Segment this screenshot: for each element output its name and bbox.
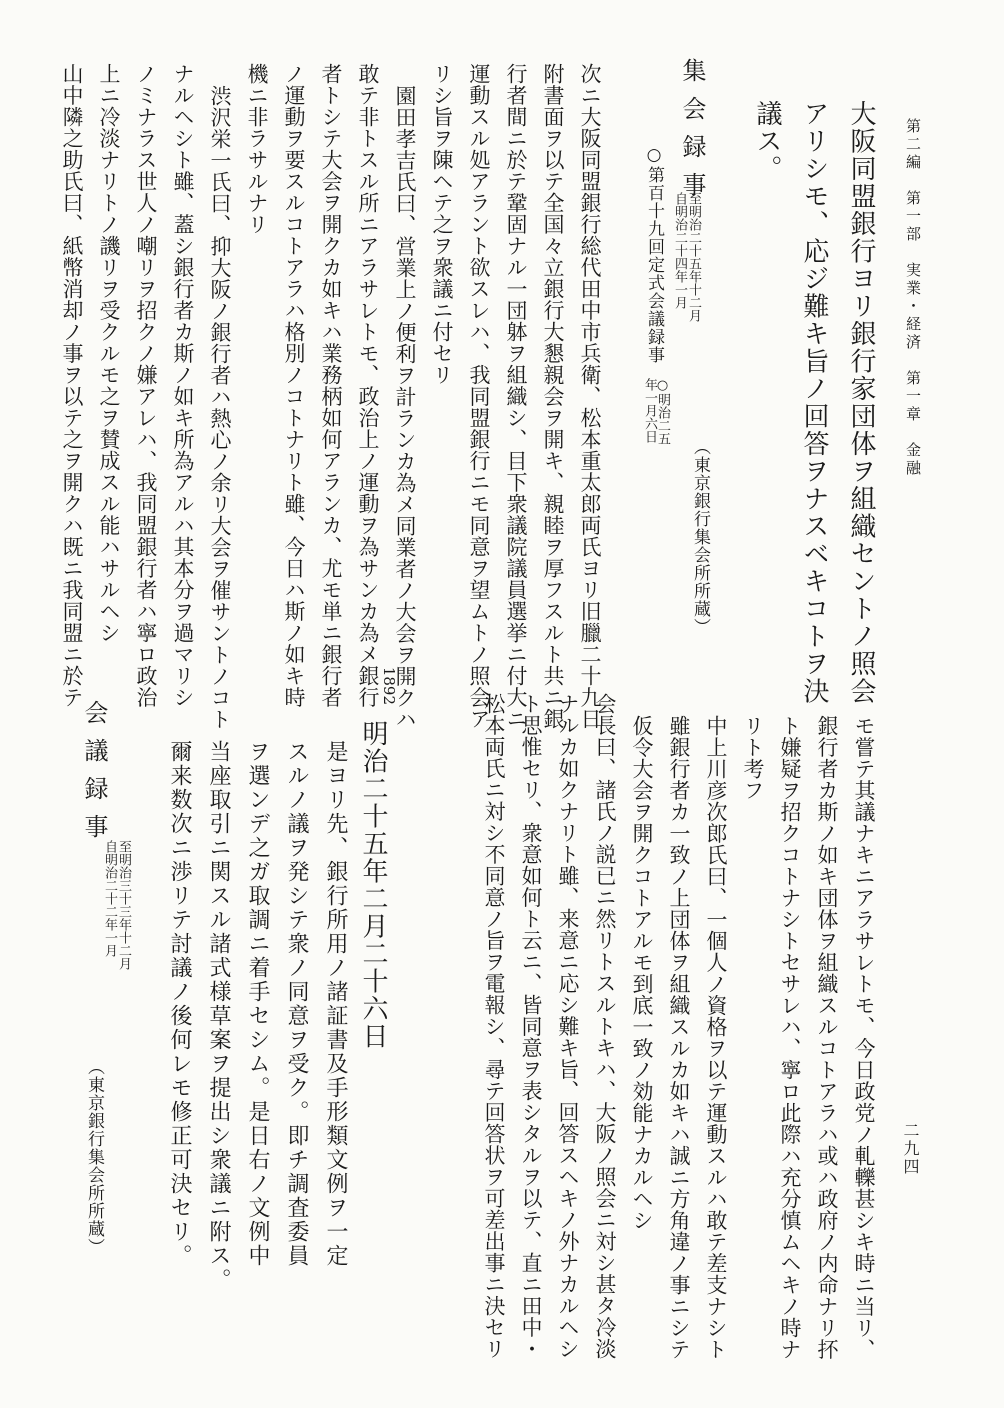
article-title-line-2: アリシモ、応ジ難キ旨ノ回答ヲナスベキコトヲ決 [799,100,829,705]
body-line: ノ運動ヲ要スルコトアラハ格別ノコトナリト雖、今日ハ斯ノ如キ時 [282,63,306,708]
continuation-line: 中上川彦次郎氏曰、一個人ノ資格ヲ以テ運動スルハ敢テ差支ナシト [704,715,728,1360]
body-line: 山中隣之助氏曰、紙幣消却ノ事ヲ以テ之ヲ開クハ既ニ我同盟ニ於テ [60,63,84,708]
body-line: 運動スル処アラント欲スレハ、我同盟銀行ニモ同意ヲ望ムトノ照会ア [467,63,491,730]
meeting-date-line-2: 年一月六日 [642,378,657,443]
body-line: ノミナラス世人ノ嘲リヲ招クノ嫌アレハ、我同盟銀行者ハ寧ロ政治 [134,63,158,708]
body-line: 次ニ大阪同盟銀行総代田中市兵衛、松本重太郎両氏ヨリ旧臘二十九日 [578,63,602,730]
article-title-line-3: 議ス。 [752,100,782,183]
meeting-date-line-1: ○明治二五 [655,378,670,445]
source-note: （東京銀行集会所所蔵） [690,438,710,636]
running-head: 第二編 第一部 実業・経済 第一章 金融 [904,118,922,478]
date-range-start: 自明治二十二年一月 [102,840,117,957]
section-heading-kaigi: 会議録事 [80,700,108,852]
body-line: 者トシテ大会ヲ開クカ如キハ業務柄如何アランカ、尤モ単ニ銀行者 [319,63,343,708]
body-line: 機ニ非ラサルナリ [245,63,269,235]
date-range-end: 至明治三十三年十二月 [116,840,131,970]
continuation-line: ト嫌疑ヲ招クコトナシトセサレハ、寧ロ此際ハ充分慎ムヘキノ時ナ [778,715,802,1360]
continuation-line: 会長曰、諸氏ノ説已ニ然リトスルトキハ、大阪ノ照会ニ対シ甚タ冷淡 [593,693,617,1360]
body-line: 園田孝吉氏曰、営業上ノ便利ヲ計ランカ為メ同業者ノ大会ヲ開クハ [393,85,417,730]
continuation-line: 仮令大会ヲ開クコトアルモ到底一致ノ効能ナカルヘシ [630,715,654,1231]
continuation-line: ト思惟セリ、衆意如何ト云ニ、皆同意ヲ表シタルヲ以テ、直ニ田中・ [519,693,543,1360]
date-range-end: 至明治二十五年十二月 [686,192,701,322]
article-title-line: スルノ議ヲ発シテ衆ノ同意ヲ受ク。即チ調査委員 [284,740,309,1268]
continuation-line: 雖銀行者カ一致ノ上団体ヲ組織スルカ如キハ誠ニ方角違ノ事ニシテ [667,715,691,1360]
meeting-title: ○第百十九回定式会議録事 [644,145,664,364]
article-title-line-1: 大阪同盟銀行ヨリ銀行家団体ヲ組織セントノ照会 [846,100,876,705]
article-title-line: 爾来数次ニ渉リテ討議ノ後何レモ修正可決セリ。 [167,740,192,1268]
date-heading: 明治二十五年二月二十六日 [358,720,388,1050]
continuation-line: ナルカ如クナリト雖、来意ニ応シ難キ旨、回答スヘキノ外ナカルヘシ [556,693,580,1360]
body-line: ナルヘシト雖、蓋シ銀行者カ斯ノ如キ所為アルハ其本分ヲ過マリシ [171,63,195,708]
date-range-start: 自明治二十四年一月 [672,192,687,309]
body-line: 行者間ニ於テ鞏固ナル一団躰ヲ組織シ、目下衆議院議員選挙ニ付大ニ [504,63,528,730]
body-line: 渋沢栄一氏曰、抑大阪ノ銀行者ハ熱心ノ余リ大会ヲ催サントノコト [208,85,232,730]
year-marker: 1892 [380,666,398,705]
section-heading-shukai: 集会録事 [678,58,706,210]
article-title-line: ヲ選ンデ之ガ取調ニ着手セシム。是日右ノ文例中 [245,740,270,1268]
body-line: 附書面ヲ以テ全国々立銀行大懇親会ヲ開キ、親睦ヲ厚フスルト共ニ銀 [541,63,565,730]
body-line: リシ旨ヲ陳ヘテ之ヲ衆議ニ付セリ [430,63,454,386]
continuation-line: 松本両氏ニ対シ不同意ノ旨ヲ電報シ、尋テ回答状ヲ可差出事ニ決セリ [482,693,506,1360]
article-title-line: 是ヨリ先、銀行所用ノ諸証書及手形類文例ヲ一定 [323,740,348,1268]
continuation-line: 銀行者カ斯ノ如キ団体ヲ組織スルコトアラハ或ハ政府ノ内命ナリ抔 [815,715,839,1360]
page-number: 二九四 [901,1122,920,1176]
article-title-line: 当座取引ニ関スル諸式様草案ヲ提出シ衆議ニ附ス。 [206,740,231,1292]
body-line: 上ニ冷淡ナリトノ譏リヲ受クルモ之ヲ賛成スル能ハサルヘシ [97,63,121,644]
body-line: 敢テ非トスル所ニアラサレトモ、政治上ノ運動ヲ為サンカ為メ銀行 [356,63,380,708]
continuation-line: リト考フ [741,715,765,801]
continuation-line: モ嘗テ其議ナキニアラサレトモ、今日政党ノ軋轢甚シキ時ニ当リ、 [852,715,876,1360]
source-note: （東京銀行集会所所蔵） [84,1058,104,1256]
